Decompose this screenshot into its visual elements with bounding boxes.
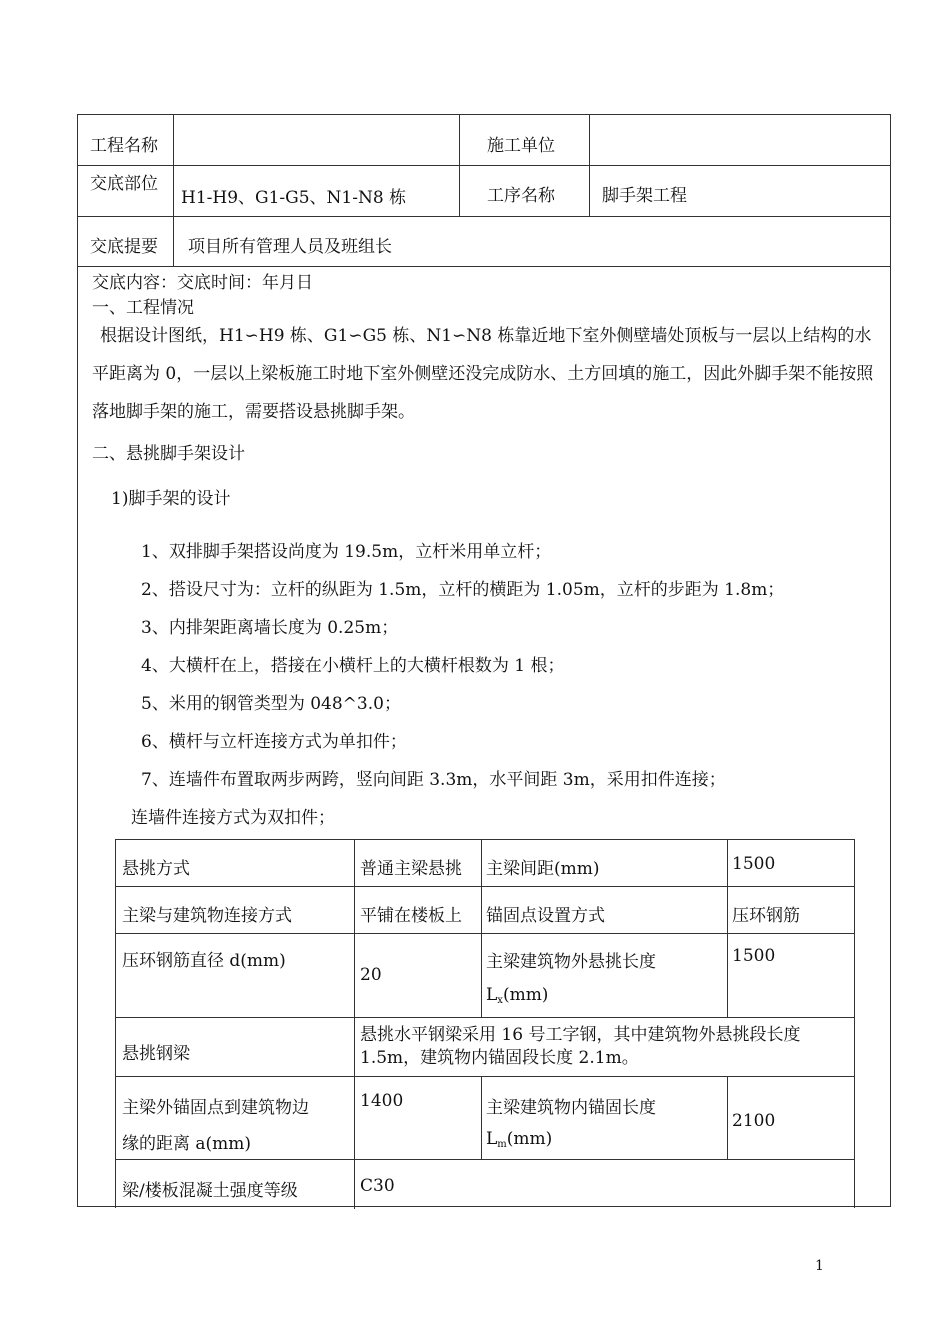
param-r2-label: 主梁与建筑物连接方式 [122, 906, 292, 926]
param-r5-label-2-symbol: Lm(mm) [486, 1129, 553, 1150]
param-col-divider-2a [481, 840, 482, 1017]
disclosure-form [77, 114, 891, 1207]
param-r5-label-line-2: 缘的距离 a(mm) [122, 1134, 252, 1154]
param-col-divider-3a [727, 840, 728, 1017]
param-r3-value: 20 [360, 965, 382, 985]
param-r5-value: 1400 [360, 1091, 404, 1111]
param-r4-value: 悬挑水平钢梁采用 16 号工字钢，其中建筑物外悬挑段长度 1.5m，建筑物内锚固段长度 2.1m。 [360, 1025, 801, 1068]
header-divider-1 [173, 115, 174, 216]
param-r2-value: 平铺在楼板上 [360, 906, 462, 926]
param-r3-label: 压环钢筋直径 d(mm) [122, 951, 286, 971]
design-item-7: 7、连墙件布置取两步两跨，竖向间距 3.3m，水平间距 3m，采用扣件连接； [141, 770, 726, 790]
content-intro: 交底内容：交底时间：年月日 [92, 273, 313, 293]
param-r6-value: C30 [360, 1176, 395, 1196]
project-name-label: 工程名称 [90, 136, 158, 156]
section-1-title: 一、工程情况 [92, 298, 194, 318]
design-item-2: 2、搭设尺寸为：立杆的纵距为 1.5m，立杆的横距为 1.05m，立杆的步距为 1.8m； [141, 580, 785, 600]
header-divider-3 [589, 115, 590, 216]
param-r2-label-2: 锚固点设置方式 [486, 906, 605, 926]
process-label: 工序名称 [487, 186, 555, 206]
location-label: 交底部位 [90, 174, 158, 194]
contractor-label: 施工单位 [487, 136, 555, 156]
process-value: 脚手架工程 [602, 186, 687, 206]
summary-label: 交底提要 [90, 237, 158, 257]
header-row-1 [78, 115, 890, 166]
param-r5-label-line-1: 主梁外锚固点到建筑物边 [122, 1098, 309, 1118]
param-r3-value-2: 1500 [732, 946, 776, 966]
summary-value: 项目所有管理人员及班组长 [188, 237, 392, 257]
param-r3-label-2-symbol: Lx(mm) [486, 985, 549, 1006]
location-value: H1-H9、G1-G5、N1-N8 栋 [181, 188, 407, 208]
design-item-3: 3、内排架距离墙长度为 0.25m； [141, 618, 399, 638]
param-r5-value-2: 2100 [732, 1111, 776, 1131]
param-col-divider-1 [354, 840, 355, 1209]
param-r1-value-2: 1500 [732, 854, 776, 874]
param-r1-value: 普通主梁悬挑 [360, 859, 462, 879]
header-divider-2 [459, 115, 460, 216]
param-r1-label: 悬挑方式 [122, 859, 190, 879]
parameter-table [115, 839, 855, 1208]
param-r2-value-2: 压环钢筋 [732, 906, 800, 926]
param-col-divider-2b [481, 1076, 482, 1159]
design-item-1: 1、双排脚手架搭设尚度为 19.5m，立杆米用单立杆； [141, 542, 552, 562]
param-col-divider-3b [727, 1076, 728, 1159]
header-divider-4 [173, 216, 174, 266]
page-number: 1 [815, 1258, 824, 1274]
subsection-1-title: 1)脚手架的设计 [111, 489, 231, 509]
param-r4-label: 悬挑钢梁 [122, 1044, 190, 1064]
section-2-title: 二、悬挑脚手架设计 [92, 444, 245, 464]
design-item-5: 5、米用的钢管类型为 048^3.0； [141, 694, 401, 714]
design-item-4: 4、大横杆在上，搭接在小横杆上的大横杆根数为 1 根； [141, 656, 565, 676]
param-r6-label: 梁/楼板混凝土强度等级 [122, 1181, 298, 1201]
wall-connection-note: 连墙件连接方式为双扣件； [131, 808, 335, 828]
design-item-6: 6、横杆与立杆连接方式为单扣件； [141, 732, 407, 752]
param-r3-label-2: 主梁建筑物外悬挑长度 [486, 952, 656, 972]
param-r1-label-2: 主梁间距(mm) [486, 859, 600, 879]
section-1-paragraph: 根据设计图纸，H1∽H9 栋、G1∽G5 栋、N1∽N8 栋靠近地下室外侧壁墙处顶板与一层以上结构的水平距离为 0，一层以上梁板施工时地下室外侧壁还没完成防水、土方回填的施工，因此外脚手架不能按照落地脚手架的施工，需要搭设悬挑脚手架。 [92, 326, 874, 422]
param-r5-label-2: 主梁建筑物内锚固长度 [486, 1098, 656, 1118]
